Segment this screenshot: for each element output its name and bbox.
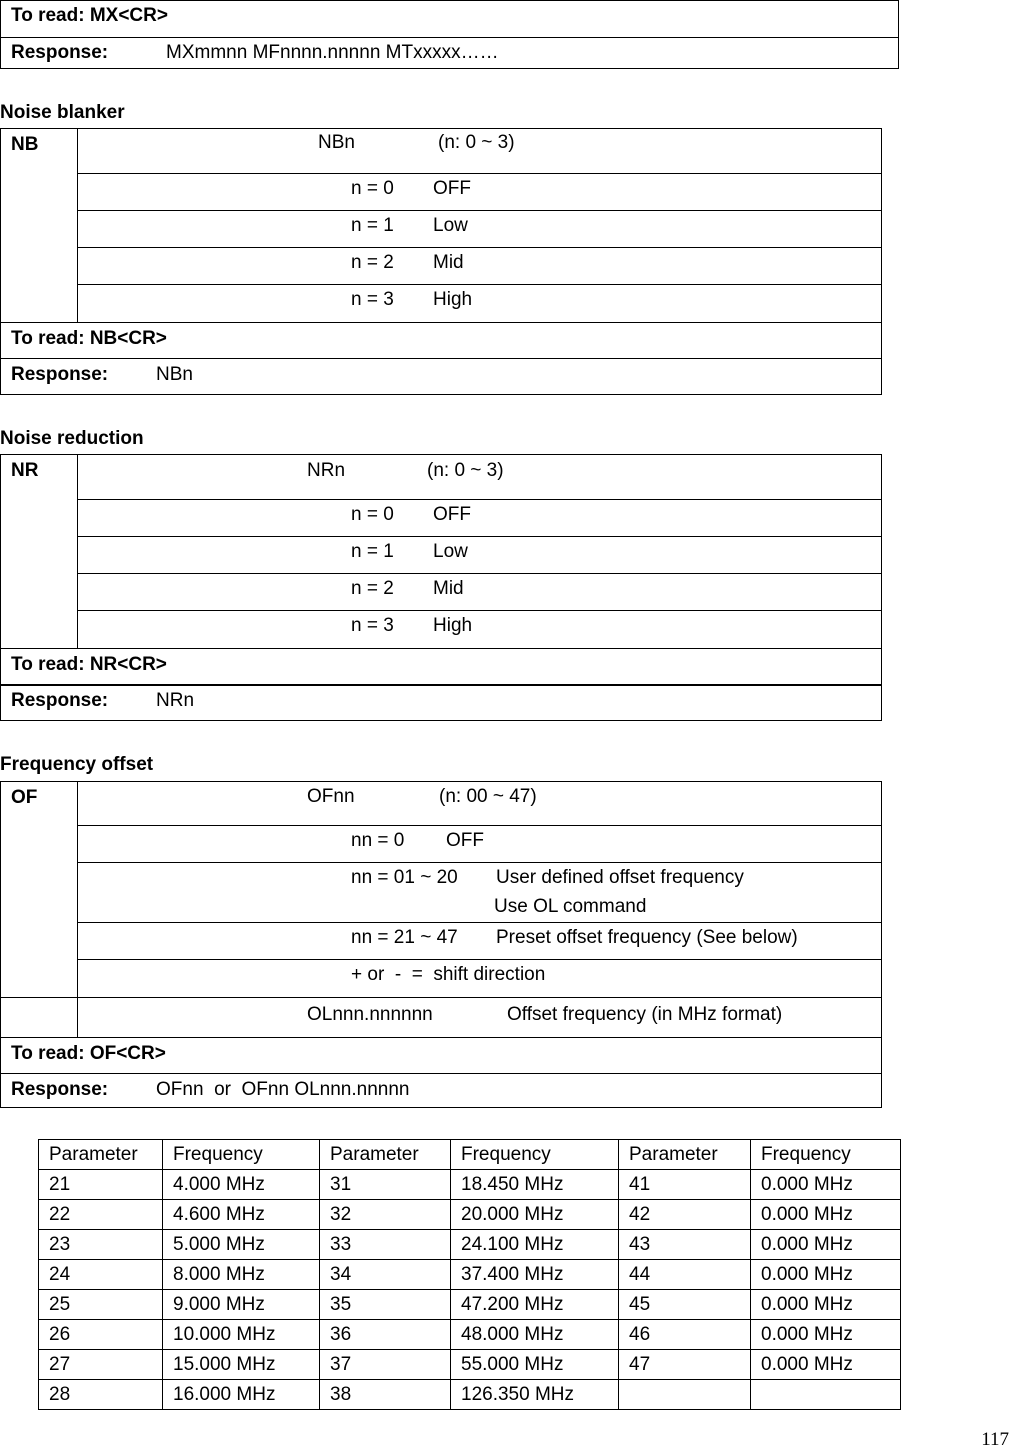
mx-response-value: MXmmnn MFnnnn.nnnnn MTxxxxx…… bbox=[166, 42, 499, 63]
table-cell: 38 bbox=[320, 1380, 451, 1410]
ol-format: OLnnn.nnnnnn bbox=[307, 1004, 433, 1025]
table-cell: 23 bbox=[39, 1230, 163, 1260]
table-cell: 36 bbox=[320, 1320, 451, 1350]
of-section-title: Frequency offset bbox=[0, 754, 154, 775]
table-cell: 0.000 MHz bbox=[751, 1230, 901, 1260]
table-cell: 35 bbox=[320, 1290, 451, 1320]
column-header: Frequency bbox=[451, 1140, 619, 1170]
table-cell: 0.000 MHz bbox=[751, 1320, 901, 1350]
table-cell: 31 bbox=[320, 1170, 451, 1200]
column-header: Frequency bbox=[751, 1140, 901, 1170]
nb-response-value: NBn bbox=[156, 364, 193, 385]
table-cell: 0.000 MHz bbox=[751, 1350, 901, 1380]
nr-code: NR bbox=[11, 460, 39, 481]
nr-option-key: n = 1 bbox=[351, 541, 394, 562]
nr-response-label: Response: bbox=[11, 690, 109, 711]
table-row bbox=[39, 1320, 901, 1350]
nb-response-label: Response: bbox=[11, 364, 109, 385]
nb-range: (n: 0 ~ 3) bbox=[438, 132, 515, 153]
nb-option-value: Mid bbox=[433, 252, 464, 273]
table-cell bbox=[751, 1380, 901, 1410]
table-cell bbox=[619, 1380, 751, 1410]
mx-read-label: To read: MX<CR> bbox=[11, 5, 168, 26]
of-option-key: nn = 01 ~ 20 bbox=[351, 867, 458, 888]
table-cell: 46 bbox=[619, 1320, 751, 1350]
page-number: 117 bbox=[981, 1429, 1009, 1450]
of-format: OFnn bbox=[307, 786, 355, 807]
of-option-value: User defined offset frequency bbox=[496, 867, 744, 888]
table-cell: 16.000 MHz bbox=[163, 1380, 320, 1410]
of-column-divider bbox=[77, 781, 78, 1037]
table-cell: 0.000 MHz bbox=[751, 1260, 901, 1290]
table-cell: 42 bbox=[619, 1200, 751, 1230]
table-cell: 48.000 MHz bbox=[451, 1320, 619, 1350]
table-row bbox=[39, 1290, 901, 1320]
ol-description: Offset frequency (in MHz format) bbox=[507, 1004, 783, 1025]
table-cell: 21 bbox=[39, 1170, 163, 1200]
nr-range: (n: 0 ~ 3) bbox=[427, 460, 504, 481]
nb-option-value: Low bbox=[433, 215, 468, 236]
nr-format: NRn bbox=[307, 460, 346, 481]
table-cell: 44 bbox=[619, 1260, 751, 1290]
table-cell: 43 bbox=[619, 1230, 751, 1260]
of-response-value: OFnn or OFnn OLnnn.nnnnn bbox=[156, 1079, 410, 1100]
table-row bbox=[39, 1350, 901, 1380]
table-row bbox=[39, 1380, 901, 1410]
of-range: (n: 00 ~ 47) bbox=[439, 786, 537, 807]
of-option-value: OFF bbox=[446, 830, 484, 851]
mx-response-label: Response: bbox=[11, 42, 109, 63]
table-cell: 32 bbox=[320, 1200, 451, 1230]
mx-divider bbox=[0, 37, 899, 38]
table-cell: 0.000 MHz bbox=[751, 1290, 901, 1320]
table-cell: 22 bbox=[39, 1200, 163, 1230]
nb-option-key: n = 1 bbox=[351, 215, 394, 236]
column-header: Parameter bbox=[320, 1140, 451, 1170]
table-cell: 37.400 MHz bbox=[451, 1260, 619, 1290]
column-header: Frequency bbox=[163, 1140, 320, 1170]
table-row bbox=[39, 1230, 901, 1260]
table-cell: 4.600 MHz bbox=[163, 1200, 320, 1230]
nb-format: NBn bbox=[318, 132, 355, 153]
of-option-value: Preset offset frequency (See below) bbox=[496, 927, 798, 948]
preset-frequency-table bbox=[38, 1139, 901, 1410]
of-response-label: Response: bbox=[11, 1079, 109, 1100]
nr-option-value: Mid bbox=[433, 578, 464, 599]
nr-option-key: n = 3 bbox=[351, 615, 394, 636]
table-cell: 8.000 MHz bbox=[163, 1260, 320, 1290]
table-cell: 34 bbox=[320, 1260, 451, 1290]
nb-read-label: To read: NB<CR> bbox=[11, 328, 167, 349]
of-code: OF bbox=[11, 787, 38, 808]
table-cell: 55.000 MHz bbox=[451, 1350, 619, 1380]
table-cell: 25 bbox=[39, 1290, 163, 1320]
nr-option-value: High bbox=[433, 615, 473, 636]
nb-option-value: High bbox=[433, 289, 473, 310]
table-cell: 27 bbox=[39, 1350, 163, 1380]
table-cell: 28 bbox=[39, 1380, 163, 1410]
of-read-label: To read: OF<CR> bbox=[11, 1043, 166, 1064]
table-header-row bbox=[39, 1140, 901, 1170]
column-header: Parameter bbox=[39, 1140, 163, 1170]
table-cell: 126.350 MHz bbox=[451, 1380, 619, 1410]
nr-option-value: OFF bbox=[433, 504, 471, 525]
of-option-note: Use OL command bbox=[494, 896, 647, 917]
nr-section-title: Noise reduction bbox=[0, 428, 144, 449]
nr-option-key: n = 0 bbox=[351, 504, 394, 525]
table-cell: 5.000 MHz bbox=[163, 1230, 320, 1260]
table-cell: 24 bbox=[39, 1260, 163, 1290]
table-cell: 45 bbox=[619, 1290, 751, 1320]
table-row bbox=[39, 1200, 901, 1230]
nb-option-key: n = 0 bbox=[351, 178, 394, 199]
table-cell: 47 bbox=[619, 1350, 751, 1380]
table-cell: 10.000 MHz bbox=[163, 1320, 320, 1350]
table-cell: 4.000 MHz bbox=[163, 1170, 320, 1200]
nr-option-key: n = 2 bbox=[351, 578, 394, 599]
nb-option-key: n = 2 bbox=[351, 252, 394, 273]
table-cell: 0.000 MHz bbox=[751, 1170, 901, 1200]
nr-option-value: Low bbox=[433, 541, 468, 562]
table-row bbox=[39, 1170, 901, 1200]
nb-column-divider bbox=[77, 128, 78, 322]
table-cell: 15.000 MHz bbox=[163, 1350, 320, 1380]
table-cell: 37 bbox=[320, 1350, 451, 1380]
of-shift-direction: + or - = shift direction bbox=[351, 964, 546, 985]
of-option-key: nn = 21 ~ 47 bbox=[351, 927, 458, 948]
table-row bbox=[39, 1260, 901, 1290]
table-cell: 20.000 MHz bbox=[451, 1200, 619, 1230]
nb-code: NB bbox=[11, 134, 39, 155]
table-cell: 0.000 MHz bbox=[751, 1200, 901, 1230]
nb-option-key: n = 3 bbox=[351, 289, 394, 310]
nr-read-label: To read: NR<CR> bbox=[11, 654, 167, 675]
nb-section-title: Noise blanker bbox=[0, 102, 125, 123]
nb-option-value: OFF bbox=[433, 178, 471, 199]
table-cell: 26 bbox=[39, 1320, 163, 1350]
nr-column-divider bbox=[77, 454, 78, 648]
column-header: Parameter bbox=[619, 1140, 751, 1170]
nr-response-value: NRn bbox=[156, 690, 195, 711]
table-cell: 9.000 MHz bbox=[163, 1290, 320, 1320]
table-cell: 18.450 MHz bbox=[451, 1170, 619, 1200]
of-option-key: nn = 0 bbox=[351, 830, 405, 851]
table-cell: 47.200 MHz bbox=[451, 1290, 619, 1320]
table-cell: 41 bbox=[619, 1170, 751, 1200]
table-cell: 33 bbox=[320, 1230, 451, 1260]
table-cell: 24.100 MHz bbox=[451, 1230, 619, 1260]
